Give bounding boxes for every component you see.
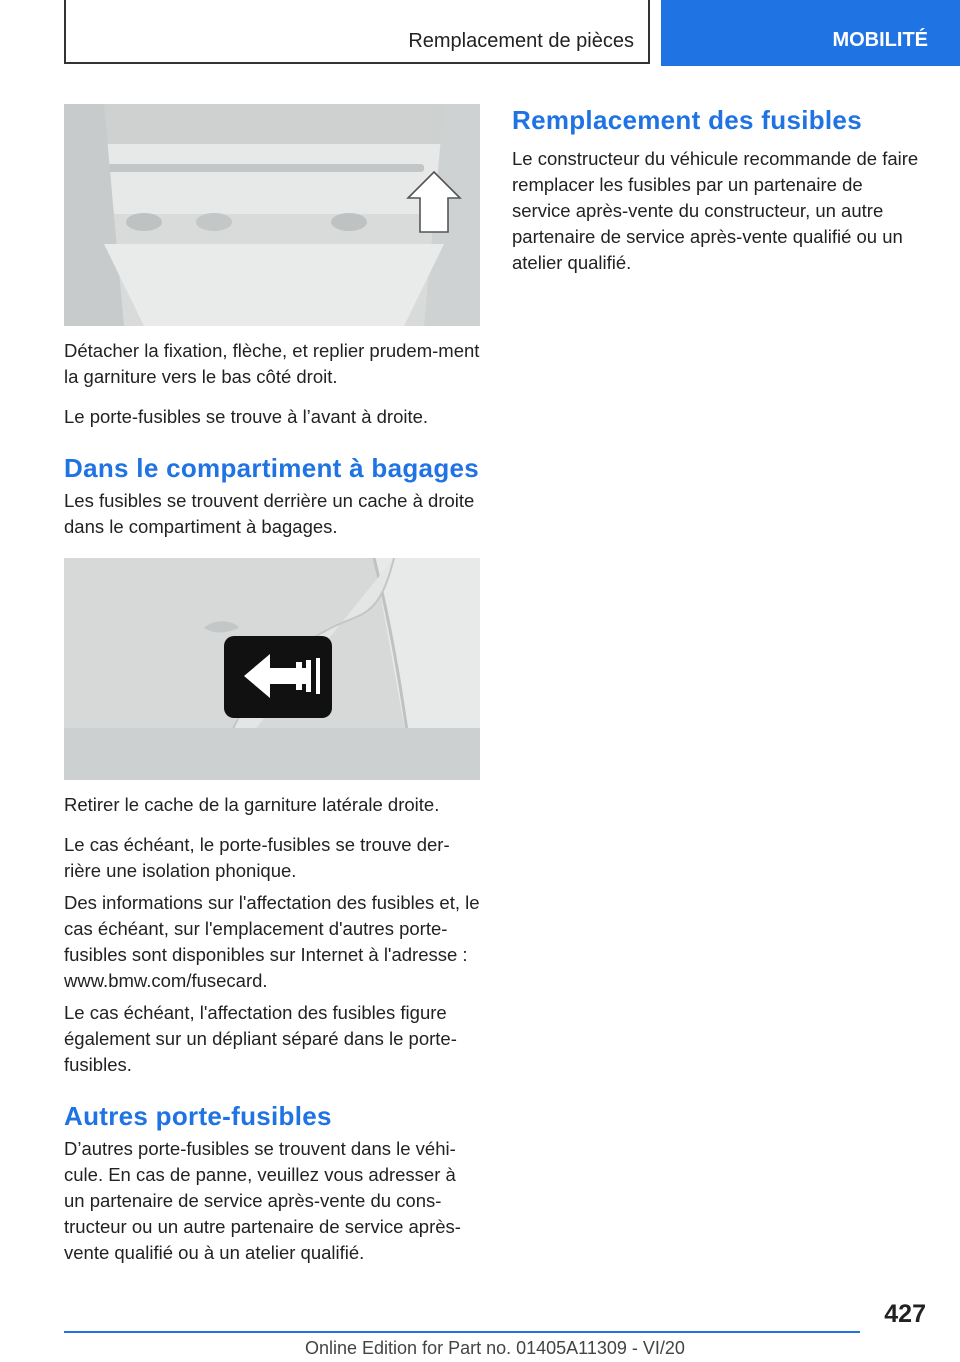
para-replacement: Le constructeur du véhicule recommande de faire remplacer les fusibles par un partenaire de service après-vente du constructeur, un autre partenaire de service après-vente qualifié ou un atelier qualifié. bbox=[512, 148, 919, 273]
heading-replacement: Remplacement des fusibles bbox=[512, 105, 862, 135]
left-column bbox=[64, 104, 480, 1266]
luggage-cover-photo bbox=[64, 558, 480, 780]
section-title: Remplacement de pièces bbox=[408, 30, 634, 52]
header-section-box bbox=[64, 0, 650, 64]
note-front-right: Le porte-fusibles se trouve à l’avant à droite. bbox=[64, 406, 429, 427]
right-column bbox=[512, 104, 922, 276]
para-leaflet: Le cas échéant, l'affectation des fusibles figure également sur un dépliant séparé dans le porte-fusibles. bbox=[64, 1002, 457, 1075]
heading-other-holders: Autres porte-fusibles bbox=[64, 1101, 332, 1131]
para-info: Des informations sur l'affectation des fusibles et, le cas échéant, sur l'emplacement d'autres porte-fusibles sont disponibles sur Internet à l'adresse : www.bmw.com/fusecard. bbox=[64, 892, 480, 991]
para-other-holders: D’autres porte-fusibles se trouvent dans le véhi-cule. En cas de panne, veuillez vous adresser à un partenaire de service après-vente du cons-tructeur ou un autre partenaire de service après-vente qualifié ou à un atelier qualifié. bbox=[64, 1138, 461, 1263]
fuse-cover-front-photo bbox=[64, 104, 480, 326]
edition-note: Online Edition for Part no. 01405A11309 - VI/20 bbox=[305, 1338, 685, 1358]
page-number: 427 bbox=[884, 1300, 926, 1328]
chapter-label: MOBILITÉ bbox=[832, 28, 928, 51]
chapter-tab[interactable] bbox=[661, 0, 960, 66]
footer-divider bbox=[64, 1331, 860, 1333]
caption-remove-cover: Retirer le cache de la garniture latérale droite. bbox=[64, 794, 440, 815]
heading-luggage: Dans le compartiment à bagages bbox=[64, 453, 480, 483]
para-insulation: Le cas échéant, le porte-fusibles se trouve der-rière une isolation phonique. bbox=[64, 834, 450, 881]
caption-detach: Détacher la fixation, flèche, et replier prudem-ment la garniture vers le bas côté droit. bbox=[64, 340, 480, 387]
luggage-intro: Les fusibles se trouvent derrière un cache à droite dans le compartiment à bagages. bbox=[64, 490, 475, 537]
